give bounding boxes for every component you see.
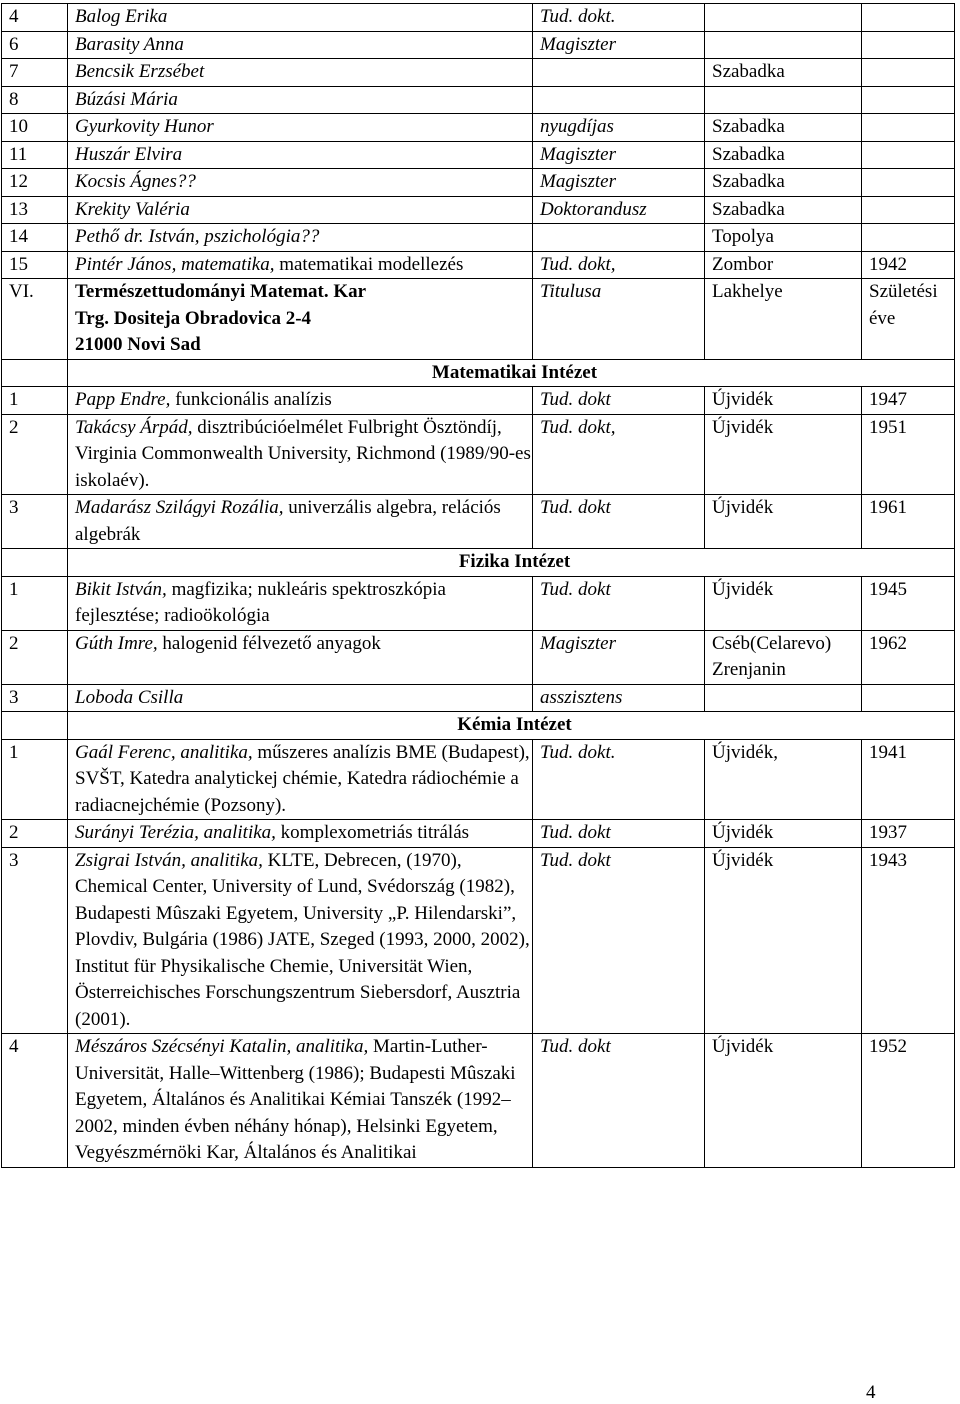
row-number: 11 [2,141,68,169]
birth-year: 1945 [862,576,955,630]
person-description: halogenid félvezető anyagok [157,632,381,654]
section-heading: Fizika Intézet [68,549,955,577]
person-description: funkcionális analízis [170,389,332,410]
person-name: Zsigrai István, analitika, [75,849,263,871]
person-name: Loboda Csilla [75,686,184,708]
birth-year [862,31,955,59]
table-row [2,820,955,848]
person-name-cell [68,820,533,848]
table-row [2,59,955,87]
table-row [2,31,955,59]
birth-year [862,196,955,224]
person-description: matematikai modellezés [274,253,464,275]
table-row [2,86,955,114]
person-name: Krekity Valéria [75,198,190,220]
person-description: disztribúcióelmélet Fulbright Ösztöndíj, Virginia Commonwealth University, Richmond (1989/90-es iskolaév). [75,416,531,491]
faculty-header-row [2,279,955,360]
person-name-cell [68,196,533,224]
table-row [2,4,955,32]
row-number: 2 [2,630,68,684]
academic-title: Magiszter [533,141,705,169]
birth-year [862,684,955,712]
person-name-cell [68,684,533,712]
residence [705,86,862,114]
academic-title [533,224,705,252]
person-name-cell [68,141,533,169]
row-number: 7 [2,59,68,87]
empty-cell [2,359,68,387]
person-name: Búzási Mária [75,88,178,110]
person-name-cell [68,114,533,142]
faculty-name-address [68,279,533,360]
person-description: műszeres analízis BME (Budapest), SVŠT, Katedra analytickej chémie, Katedra rádiochémie a radiacnejchémie (Pozsony). [75,741,530,816]
birth-year: 1942 [862,251,955,279]
section-heading: Kémia Intézet [68,712,955,740]
empty-cell [2,549,68,577]
person-name-cell [68,1034,533,1168]
person-name-cell [68,387,533,415]
residence: Újvidék [705,495,862,549]
birth-year: 1947 [862,387,955,415]
academic-title: nyugdíjas [533,114,705,142]
residence: Szabadka [705,114,862,142]
table-row [2,414,955,495]
birth-year: 1941 [862,739,955,820]
faculty-address-line: Trg. Dositeja Obradovica 2-4 [75,307,312,329]
faculty-address-line: Természettudományi Matemat. Kar [75,281,367,302]
residence: Újvidék [705,414,862,495]
birth-year [862,4,955,32]
person-name-cell [68,4,533,32]
row-number: 15 [2,251,68,279]
person-name: Takácsy Árpád, [75,416,193,438]
birth-year [862,141,955,169]
row-number: 6 [2,31,68,59]
person-name-cell [68,739,533,820]
academic-title: Tud. dokt [533,1034,705,1168]
academic-title: Magiszter [533,630,705,684]
row-number: 1 [2,739,68,820]
residence: Topolya [705,224,862,252]
person-name: Kocsis Ágnes?? [75,171,196,192]
table-row [2,739,955,820]
row-number: 4 [2,4,68,32]
person-name: Bencsik Erzsébet [75,61,205,82]
person-name: Balog Erika [75,6,168,27]
residence [705,31,862,59]
residence: Újvidék [705,576,862,630]
academic-title: Tud. dokt, [533,251,705,279]
person-name-cell [68,251,533,279]
column-header-title: Titulusa [533,279,705,360]
row-number: 12 [2,169,68,197]
empty-cell [2,712,68,740]
residence: Szabadka [705,196,862,224]
table-row [2,169,955,197]
person-name: Huszár Elvira [75,143,183,165]
residence [705,4,862,32]
table-row [2,1034,955,1168]
row-number: 1 [2,387,68,415]
residence: Újvidék, [705,739,862,820]
person-name: Bikit István, [75,578,167,600]
person-description: Martin-Luther-Universität, Halle–Wittenberg (1986); Budapesti Mûszaki Egyetem, Általános és Analitikai Kémiai Tanszék (1992–2002, minden évben néhány hónap), Helsinki Egyetem, Vegyészmérnöki Kar, Általános és Analitikai [75,1036,516,1163]
person-name-cell [68,495,533,549]
table-row [2,684,955,712]
person-name-cell [68,86,533,114]
page-number: 4 [866,1382,876,1403]
table-row [2,847,955,1034]
person-name-cell [68,414,533,495]
academic-title: Magiszter [533,31,705,59]
residence: Szabadka [705,169,862,197]
person-name-cell [68,224,533,252]
person-name: Madarász Szilágyi Rozália, [75,497,284,518]
residence: Zombor [705,251,862,279]
column-header-birth-year: Születési éve [862,279,955,360]
row-number: 2 [2,414,68,495]
person-description: magfizika; nukleáris spektroszkópia fejlesztése; radioökológia [75,578,446,626]
academic-title: Magiszter [533,169,705,197]
person-name: Pethő dr. István, pszichológia?? [75,226,320,247]
row-number: 1 [2,576,68,630]
table-row [2,251,955,279]
row-number: 3 [2,847,68,1034]
residence: Újvidék [705,387,862,415]
academic-title: Doktorandusz [533,196,705,224]
row-number: 14 [2,224,68,252]
birth-year: 1937 [862,820,955,848]
table-row [2,224,955,252]
row-number: 4 [2,1034,68,1168]
birth-year: 1951 [862,414,955,495]
row-number: 13 [2,196,68,224]
academic-title: asszisztens [533,684,705,712]
academic-title: Tud. dokt [533,495,705,549]
person-name-cell [68,169,533,197]
birth-year: 1961 [862,495,955,549]
person-name: Gyurkovity Hunor [75,116,214,137]
person-name: Gaál Ferenc, analitika, [75,741,253,763]
person-description: univerzális algebra, relációs algebrák [75,497,501,545]
table-row [2,387,955,415]
academic-title: Tud. dokt [533,576,705,630]
person-name: Pintér János, matematika, [75,253,275,275]
birth-year [862,59,955,87]
birth-year [862,114,955,142]
birth-year: 1943 [862,847,955,1034]
row-number: 8 [2,86,68,114]
academic-title: Tud. dokt [533,847,705,1034]
table-row [2,196,955,224]
table-row [2,495,955,549]
section-heading: Matematikai Intézet [68,359,955,387]
section-heading-row [2,359,955,387]
residence: Cséb(Celarevo) Zrenjanin [705,630,862,684]
row-number: 10 [2,114,68,142]
person-name: Papp Endre, [75,389,171,410]
birth-year: 1962 [862,630,955,684]
residence [705,684,862,712]
academic-title: Tud. dokt [533,387,705,415]
academic-title: Tud. dokt [533,820,705,848]
academic-title [533,86,705,114]
residence: Újvidék [705,820,862,848]
residence: Szabadka [705,59,862,87]
person-name-cell [68,630,533,684]
person-description: KLTE, Debrecen, (1970), Chemical Center, University of Lund, Svédország (1982), Budapesti Mûszaki Egyetem, University „P. Hilendarski”, Plovdiv, Bulgária (1986) JATE, Szeged (1993, 2000, 2002), Institut für Physikalische Chemie, Universität Wien, Österreichisches Forschungszentrum Siebersdorf, Ausztria (2001). [75,849,530,1030]
person-name: Gúth Imre, [75,632,158,654]
birth-year [862,86,955,114]
academic-title: Tud. dokt. [533,739,705,820]
birth-year [862,169,955,197]
academic-title: Tud. dokt. [533,4,705,32]
faculty-staff-table [1,3,955,1168]
person-name: Mészáros Szécsényi Katalin, analitika, [75,1036,369,1057]
person-name-cell [68,576,533,630]
table-row [2,630,955,684]
person-name: Surányi Terézia, analitika, [75,822,276,843]
birth-year [862,224,955,252]
table-row [2,576,955,630]
residence: Újvidék [705,1034,862,1168]
academic-title [533,59,705,87]
person-description: komplexometriás titrálás [275,822,470,843]
birth-year: 1952 [862,1034,955,1168]
person-name-cell [68,59,533,87]
section-heading-row [2,712,955,740]
person-name-cell [68,31,533,59]
person-name: Barasity Anna [75,33,184,55]
table-row [2,141,955,169]
faculty-address-line: 21000 Novi Sad [75,334,201,355]
person-name-cell [68,847,533,1034]
row-number: 3 [2,495,68,549]
row-number: 3 [2,684,68,712]
faculty-number: VI. [2,279,68,360]
section-heading-row [2,549,955,577]
residence: Szabadka [705,141,862,169]
table-row [2,114,955,142]
academic-title: Tud. dokt, [533,414,705,495]
residence: Újvidék [705,847,862,1034]
row-number: 2 [2,820,68,848]
column-header-residence: Lakhelye [705,279,862,360]
